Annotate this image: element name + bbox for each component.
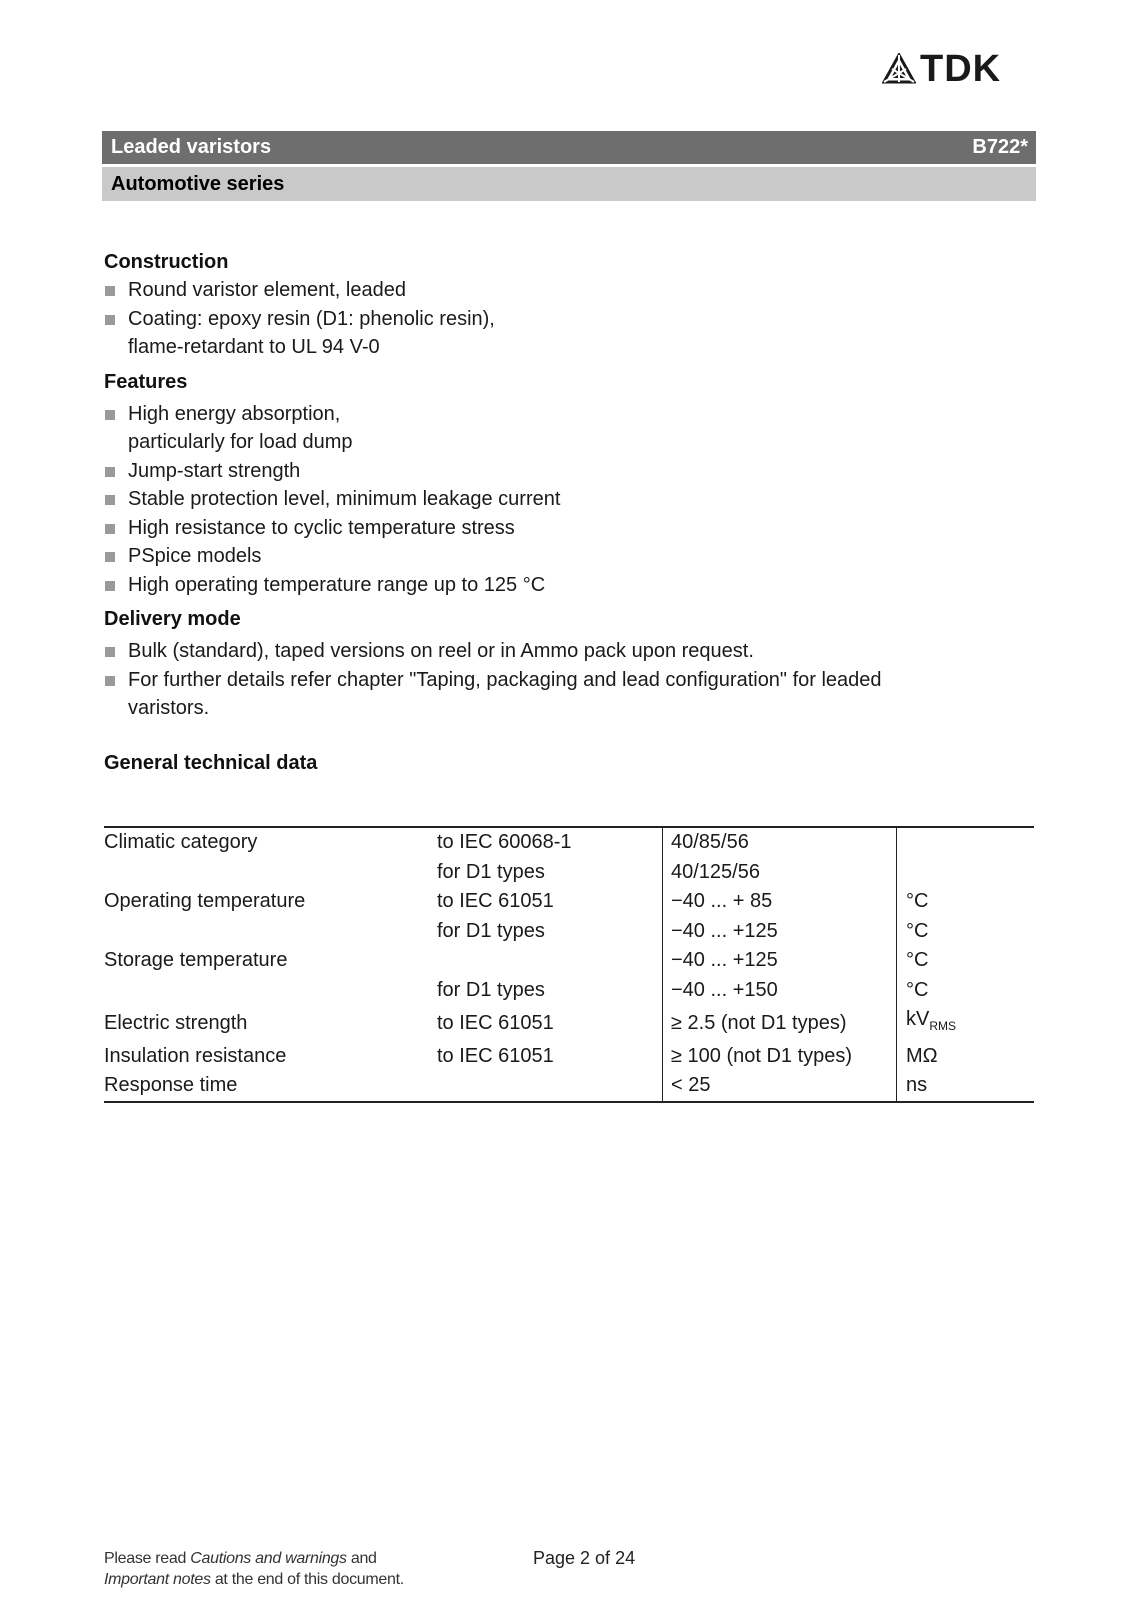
construction-list: [104, 276, 1034, 362]
delivery-list: [104, 637, 1034, 723]
feature-item-text: Jump-start strength: [128, 459, 301, 482]
features-heading: Features: [104, 370, 188, 393]
value-cell: −40 ... +150: [663, 976, 897, 1006]
bullet-square-icon: [105, 410, 115, 420]
table-row: [104, 887, 1034, 917]
condition-cell: [437, 1071, 663, 1102]
condition-cell: for D1 types: [437, 919, 545, 942]
unit-cell: ns: [897, 1071, 1035, 1102]
table-row: [104, 1005, 1034, 1042]
table-row: [104, 946, 1034, 976]
feature-item: [104, 571, 1034, 600]
tdk-emblem-icon: [882, 53, 916, 85]
param-cell: Response time: [104, 1071, 437, 1102]
bullet-square-icon: [105, 524, 115, 534]
table-row: [104, 976, 1034, 1006]
feature-item-text: PSpice models: [128, 545, 262, 567]
bullet-square-icon: [105, 495, 115, 505]
condition-cell: to IEC 61051: [437, 890, 554, 912]
unit-cell: °C: [897, 946, 1035, 976]
feature-item: [104, 514, 1034, 543]
product-code: B722*: [972, 136, 1028, 158]
delivery-item: [104, 666, 1034, 723]
value-cell: < 25: [663, 1071, 897, 1102]
unit-cell: MΩ: [897, 1042, 1035, 1072]
feature-item-text: High energy absorption, particularly for load dump: [128, 402, 353, 453]
table-row: [104, 1042, 1034, 1072]
unit-cell: [897, 858, 1035, 888]
value-cell: 40/125/56: [663, 858, 897, 888]
bullet-square-icon: [105, 467, 115, 477]
feature-item: [104, 457, 1034, 486]
cautions-link-text: Cautions and warnings: [190, 1550, 347, 1567]
bullet-square-icon: [105, 315, 115, 325]
construction-item-text: Round varistor element, leaded: [128, 279, 406, 301]
unit-cell: $kV_{RMS}$: [897, 1005, 1035, 1042]
tdk-logo: [882, 50, 1034, 88]
condition-cell: for D1 types: [437, 978, 545, 1001]
unit-cell: °C: [897, 976, 1035, 1006]
value-cell: 40/85/56: [663, 827, 897, 858]
param-cell: Storage temperature: [104, 949, 288, 971]
delivery-item: [104, 637, 1034, 666]
param-cell: Insulation resistance: [104, 1044, 287, 1067]
bullet-square-icon: [105, 676, 115, 686]
construction-item: [104, 305, 1034, 362]
value-cell: −40 ... +125: [663, 917, 897, 947]
unit-cell: °C: [897, 887, 1035, 917]
condition-cell: to IEC 61051: [437, 1044, 554, 1067]
document-title: Leaded varistors: [111, 136, 272, 158]
bullet-square-icon: [105, 552, 115, 562]
param-cell: [104, 976, 437, 1006]
feature-item-text: High operating temperature range up to 125 °C: [128, 573, 546, 596]
important-notes-text: Important notes: [104, 1571, 211, 1588]
param-cell: Operating temperature: [104, 890, 306, 912]
feature-item: [104, 542, 1034, 571]
delivery-item-text: Bulk (standard), taped versions on reel or in Ammo pack upon request.: [128, 640, 754, 662]
footer-line-1: Please read Cautions and warnings and: [104, 1550, 377, 1567]
page-number: Page 2 of 24: [533, 1548, 636, 1568]
bullet-square-icon: [105, 286, 115, 296]
delivery-item-text: For further details refer chapter "Taping, packaging and lead configuration" for leaded varistors.: [128, 668, 882, 719]
table-row: [104, 917, 1034, 947]
features-list: [104, 400, 1034, 600]
value-cell: −40 ... +125: [663, 946, 897, 976]
bullet-square-icon: [105, 581, 115, 591]
feature-item-text: Stable protection level, minimum leakage current: [128, 488, 561, 510]
features-section: [104, 368, 1034, 600]
table-row: [104, 1071, 1034, 1102]
delivery-section: [104, 605, 1034, 723]
param-cell: Electric strength: [104, 1011, 248, 1034]
condition-cell: to IEC 60068-1: [437, 827, 663, 858]
construction-heading: Construction: [104, 251, 229, 273]
table-row: [104, 827, 1034, 858]
bullet-square-icon: [105, 647, 115, 657]
technical-data-table: [104, 826, 1034, 1103]
feature-item-text: High resistance to cyclic temperature stress: [128, 516, 515, 539]
technical-heading: General technical data: [104, 751, 318, 774]
value-cell: ≥ 100 (not D1 types): [663, 1042, 897, 1072]
footer-line-2: Important notes at the end of this document.: [104, 1571, 404, 1588]
value-cell: ≥ 2.5 (not D1 types): [663, 1005, 897, 1042]
param-cell: Climatic category: [104, 827, 437, 858]
condition-cell: to IEC 61051: [437, 1011, 554, 1034]
value-cell: −40 ... + 85: [663, 887, 897, 917]
table-row: [104, 858, 1034, 888]
document-subtitle: Automotive series: [111, 172, 285, 195]
construction-section: [104, 248, 1034, 362]
title-bar: [102, 131, 1036, 164]
footer-notice: [104, 1548, 404, 1590]
param-cell: [104, 858, 437, 888]
construction-item-text: Coating: epoxy resin (D1: phenolic resin), flame-retardant to UL 94 V-0: [128, 307, 495, 358]
logo-text: TDK: [920, 48, 1002, 90]
unit-subscript: RMS: [929, 1019, 957, 1033]
feature-item: [104, 400, 1034, 457]
construction-item: [104, 276, 1034, 305]
unit-cell: [897, 827, 1035, 858]
main-content: [104, 248, 1034, 777]
param-cell: [104, 917, 437, 947]
unit-cell: °C: [897, 917, 1035, 947]
condition-cell: [437, 946, 663, 976]
condition-cell: for D1 types: [437, 860, 545, 883]
delivery-heading: Delivery mode: [104, 608, 241, 630]
subtitle-bar: [102, 167, 1036, 201]
feature-item: [104, 485, 1034, 514]
